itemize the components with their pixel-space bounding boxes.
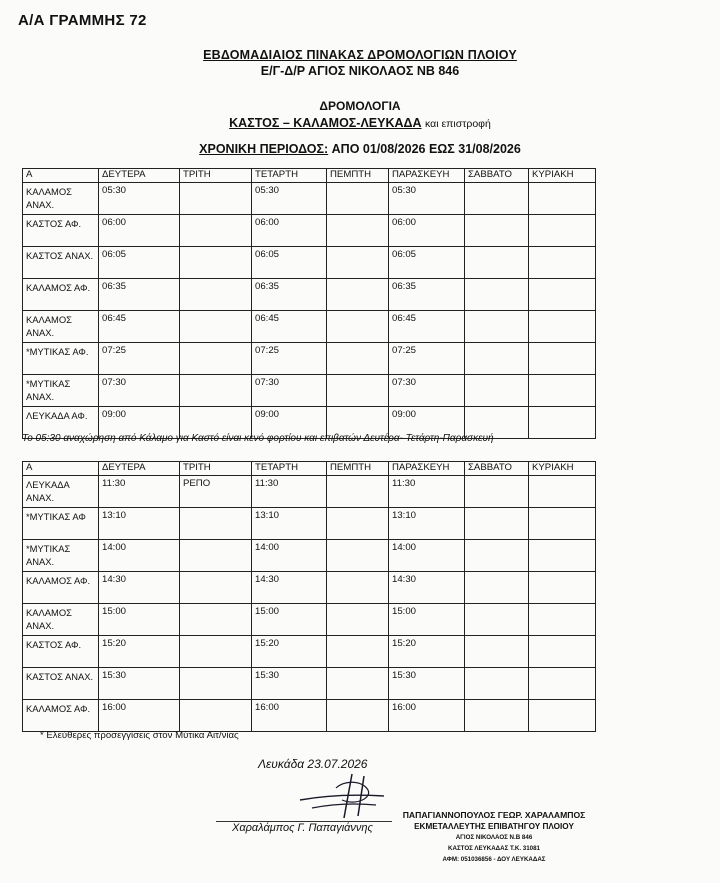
thursday-cell [327,183,389,215]
table-row [23,279,596,311]
col-stop-header: Α [23,169,99,183]
saturday-cell [465,279,529,311]
saturday-cell [465,700,529,732]
tuesday-cell [180,215,252,247]
thursday-cell [327,668,389,700]
wednesday-cell: 11:30 [252,476,327,508]
stop-cell: ΚΑΛΑΜΟΣ ΑΝΑΧ. [23,311,99,343]
stop-cell: *ΜΥΤΙΚΑΣ ΑΦ [23,508,99,540]
friday-cell: 07:25 [389,343,465,375]
route-title [0,116,720,130]
wednesday-cell: 06:45 [252,311,327,343]
table-row [23,343,596,375]
col-monday-header: ΔΕΥΤΕΡΑ [99,462,180,476]
col-tuesday-header: ΤΡΙΤΗ [180,462,252,476]
tuesday-cell [180,311,252,343]
table-row [23,700,596,732]
table-header-row [23,169,596,183]
stamp-address: ΚΑΣΤΟΣ ΛΕΥΚΑΔΑΣ Τ.Κ. 31081 [448,845,540,852]
stamp-owner: ΠΑΠΑΓΙΑΝΝΟΠΟΥΛΟΣ ΓΕΩΡ. ΧΑΡΑΛΑΜΠΟΣ [402,810,586,820]
friday-cell: 14:30 [389,572,465,604]
stop-cell: ΚΑΣΤΟΣ ΑΝΑΧ. [23,668,99,700]
period-label: ΧΡΟΝΙΚΗ ΠΕΡΙΟΔΟΣ: [199,142,329,156]
thursday-cell [327,636,389,668]
sunday-cell [529,476,596,508]
friday-cell: 16:00 [389,700,465,732]
sunday-cell [529,508,596,540]
table-header-row [23,462,596,476]
friday-cell: 11:30 [389,476,465,508]
monday-cell: 11:30 [99,476,180,508]
company-stamp [402,810,586,865]
sunday-cell [529,668,596,700]
table-row [23,540,596,572]
col-sunday-header: ΚΥΡΙΑΚΗ [529,462,596,476]
thursday-cell [327,279,389,311]
saturday-cell [465,572,529,604]
monday-cell: 09:00 [99,407,180,439]
wednesday-cell: 07:25 [252,343,327,375]
sunday-cell [529,407,596,439]
tuesday-cell [180,572,252,604]
empty-departure-note: Το 05:30 αναχώρηση από Κάλαμο για Καστό είναι κενό φορτίου και επιβατών Δευτέρα- Τετάρτη-Παρασκευή [22,433,494,444]
saturday-cell [465,540,529,572]
friday-cell: 05:30 [389,183,465,215]
friday-cell: 06:05 [389,247,465,279]
table-row [23,668,596,700]
sunday-cell [529,540,596,572]
saturday-cell [465,247,529,279]
tuesday-cell [180,247,252,279]
line-number: Α/Α ΓΡΑΜΜΗΣ 72 [18,12,147,29]
saturday-cell [465,311,529,343]
tuesday-cell [180,604,252,636]
monday-cell: 06:35 [99,279,180,311]
stop-cell: ΚΑΛΑΜΟΣ ΑΝΑΧ. [23,183,99,215]
friday-cell: 06:00 [389,215,465,247]
friday-cell: 06:45 [389,311,465,343]
wednesday-cell: 15:20 [252,636,327,668]
stop-cell: ΚΑΣΤΟΣ ΑΦ. [23,215,99,247]
table-row [23,375,596,407]
stop-cell: ΛΕΥΚΑΔΑ ΑΝΑΧ. [23,476,99,508]
friday-cell: 14:00 [389,540,465,572]
saturday-cell [465,375,529,407]
monday-cell: 15:30 [99,668,180,700]
thursday-cell [327,215,389,247]
wednesday-cell: 07:30 [252,375,327,407]
stop-cell: ΚΑΛΑΜΟΣ ΑΝΑΧ. [23,604,99,636]
stamp-vessel: ΑΓΙΟΣ ΝΙΚΟΛΑΟΣ Ν.Β 846 [455,834,533,841]
wednesday-cell: 06:35 [252,279,327,311]
thursday-cell [327,540,389,572]
signatory-name: Χαραλάμπος Γ. Παπαγιάννης [232,822,373,834]
table-row [23,183,596,215]
sunday-cell [529,700,596,732]
stop-cell: ΚΑΣΤΟΣ ΑΦ. [23,636,99,668]
sunday-cell [529,572,596,604]
tuesday-cell [180,343,252,375]
saturday-cell [465,636,529,668]
wednesday-cell: 15:30 [252,668,327,700]
monday-cell: 06:00 [99,215,180,247]
col-wednesday-header: ΤΕΤΑΡΤΗ [252,462,327,476]
monday-cell: 07:25 [99,343,180,375]
stop-cell: ΚΑΛΑΜΟΣ ΑΦ. [23,700,99,732]
saturday-cell [465,183,529,215]
stamp-role: ΕΚΜΕΤΑΛΛΕΥΤΗΣ ΕΠΙΒΑΤΗΓΟΥ ΠΛΟΙΟΥ [414,822,574,831]
col-saturday-header: ΣΑΒΒΑΤΟ [465,169,529,183]
monday-cell: 14:00 [99,540,180,572]
tuesday-cell [180,508,252,540]
stop-cell: ΚΑΛΑΜΟΣ ΑΦ. [23,572,99,604]
stop-cell: ΚΑΣΤΟΣ ΑΝΑΧ. [23,247,99,279]
friday-cell: 15:30 [389,668,465,700]
wednesday-cell: 14:00 [252,540,327,572]
wednesday-cell: 06:00 [252,215,327,247]
thursday-cell [327,311,389,343]
wednesday-cell: 09:00 [252,407,327,439]
thursday-cell [327,375,389,407]
col-saturday-header: ΣΑΒΒΑΤΟ [465,462,529,476]
tuesday-cell [180,375,252,407]
sunday-cell [529,215,596,247]
tuesday-cell [180,700,252,732]
wednesday-cell: 16:00 [252,700,327,732]
tuesday-cell [180,183,252,215]
table-row [23,215,596,247]
period-line [0,142,720,156]
thursday-cell [327,247,389,279]
thursday-cell [327,700,389,732]
thursday-cell [327,476,389,508]
table-row [23,636,596,668]
saturday-cell [465,604,529,636]
table-row [23,572,596,604]
document-title: ΕΒΔΟΜΑΔΙΑΙΟΣ ΠΙΝΑΚΑΣ ΔΡΟΜΟΛΟΓΙΩΝ ΠΛΟΙΟΥ [203,48,517,62]
wednesday-cell: 14:30 [252,572,327,604]
monday-cell: 06:45 [99,311,180,343]
friday-cell: 06:35 [389,279,465,311]
sunday-cell [529,604,596,636]
monday-cell: 13:10 [99,508,180,540]
sunday-cell [529,279,596,311]
place-date: Λευκάδα 23.07.2026 [258,757,368,771]
saturday-cell [465,215,529,247]
monday-cell: 07:30 [99,375,180,407]
signature-mark [292,770,392,822]
saturday-cell [465,343,529,375]
stop-cell: *ΜΥΤΙΚΑΣ ΑΦ. [23,343,99,375]
saturday-cell [465,508,529,540]
sunday-cell [529,636,596,668]
thursday-cell [327,508,389,540]
period-range: ΑΠΟ 01/08/2026 ΕΩΣ 31/08/2026 [331,142,521,156]
monday-cell: 14:30 [99,572,180,604]
table-row [23,476,596,508]
tuesday-cell [180,279,252,311]
table-row [23,311,596,343]
col-wednesday-header: ΤΕΤΑΡΤΗ [252,169,327,183]
outbound-schedule-table [22,168,596,439]
col-friday-header: ΠΑΡΑΣΚΕΥΗ [389,169,465,183]
route-name: ΚΑΣΤΟΣ – ΚΑΛΑΜΟΣ-ΛΕΥΚΑΔΑ [229,116,422,130]
friday-cell: 15:20 [389,636,465,668]
monday-cell: 05:30 [99,183,180,215]
table-row [23,508,596,540]
sunday-cell [529,311,596,343]
route-suffix: και επιστροφή [425,118,491,130]
tuesday-cell [180,540,252,572]
monday-cell: 15:00 [99,604,180,636]
monday-cell: 06:05 [99,247,180,279]
wednesday-cell: 05:30 [252,183,327,215]
wednesday-cell: 13:10 [252,508,327,540]
col-stop-header: Α [23,462,99,476]
stamp-tax-id: ΑΦΜ: 051036856 - ΔΟΥ ΛΕΥΚΑΔΑΣ [442,856,546,863]
tuesday-cell [180,668,252,700]
friday-cell: 13:10 [389,508,465,540]
stop-cell: ΚΑΛΑΜΟΣ ΑΦ. [23,279,99,311]
sunday-cell [529,343,596,375]
sunday-cell [529,375,596,407]
tuesday-cell: ΡΕΠΟ [180,476,252,508]
table-row [23,604,596,636]
col-thursday-header: ΠΕΜΠΤΗ [327,462,389,476]
wednesday-cell: 15:00 [252,604,327,636]
thursday-cell [327,604,389,636]
tuesday-cell [180,636,252,668]
monday-cell: 16:00 [99,700,180,732]
col-thursday-header: ΠΕΜΠΤΗ [327,169,389,183]
saturday-cell [465,668,529,700]
stop-cell: *ΜΥΤΙΚΑΣ ΑΝΑΧ. [23,540,99,572]
monday-cell: 15:20 [99,636,180,668]
col-tuesday-header: ΤΡΙΤΗ [180,169,252,183]
thursday-cell [327,343,389,375]
section-title: ΔΡΟΜΟΛΟΓΙΑ [319,99,401,113]
col-monday-header: ΔΕΥΤΕΡΑ [99,169,180,183]
stop-cell: ΛΕΥΚΑΔΑ ΑΦ. [23,407,99,439]
sunday-cell [529,183,596,215]
table-row [23,247,596,279]
mytikas-footnote: * Ελεύθερες προσεγγίσεις στον Μύτικα Αιτ/νίας [40,730,239,741]
thursday-cell [327,572,389,604]
sunday-cell [529,247,596,279]
col-friday-header: ΠΑΡΑΣΚΕΥΗ [389,462,465,476]
friday-cell: 15:00 [389,604,465,636]
wednesday-cell: 06:05 [252,247,327,279]
vessel-name: Ε/Γ-Δ/Ρ ΑΓΙΟΣ ΝΙΚΟΛΑΟΣ ΝΒ 846 [260,64,460,78]
stop-cell: *ΜΥΤΙΚΑΣ ΑΝΑΧ. [23,375,99,407]
friday-cell: 07:30 [389,375,465,407]
col-sunday-header: ΚΥΡΙΑΚΗ [529,169,596,183]
friday-cell: 09:00 [389,407,465,439]
return-schedule-table [22,461,596,732]
saturday-cell [465,476,529,508]
